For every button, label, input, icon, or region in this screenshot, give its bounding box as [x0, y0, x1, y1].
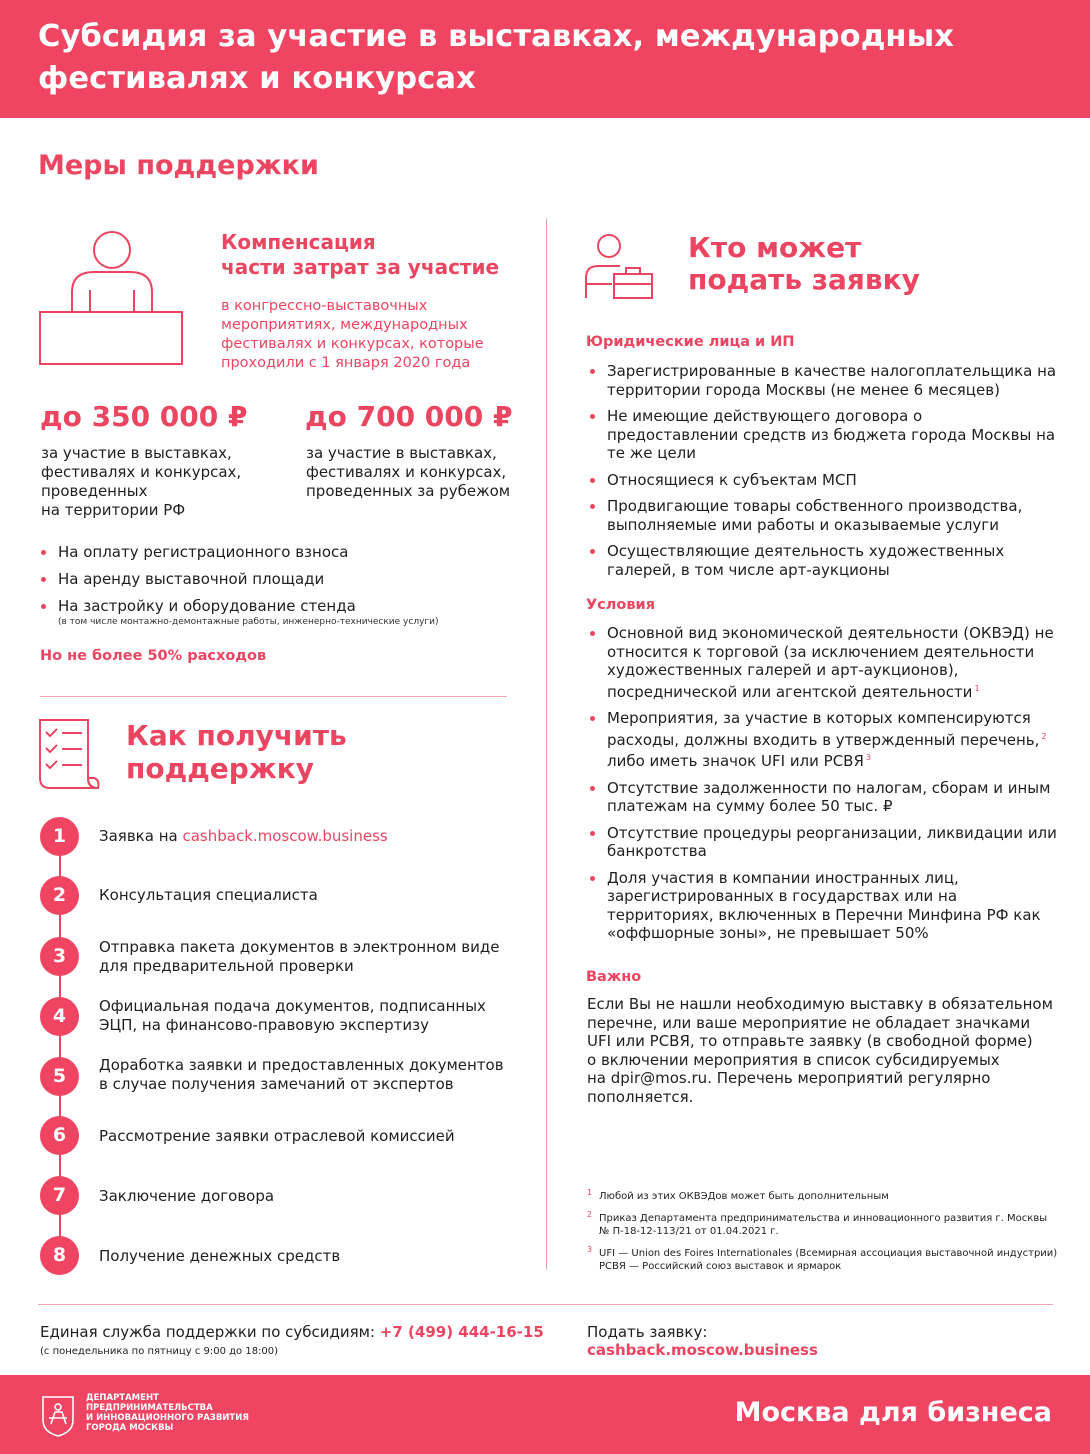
footnote-text: Любой из этих ОКВЭДов может быть дополнительным — [599, 1191, 889, 1202]
amount-abroad-desc: за участие в выставках, фестивалях и конкурсах, проведенных за рубежом — [306, 444, 511, 500]
list-item-text: На аренду выставочной площади — [58, 570, 325, 588]
list-item — [588, 709, 1068, 771]
step-text: Рассмотрение заявки отраслевой комиссией — [99, 1127, 455, 1145]
list-item-text: На оплату регистрационного взноса — [58, 543, 349, 561]
step-number: 1 — [40, 817, 79, 856]
step-text: Отправка пакета документов в электронном виде для предварительной проверки — [99, 938, 500, 975]
condition-text: либо иметь значок UFI или РСВЯ — [607, 752, 864, 770]
list-item: Доля участия в компании иностранных лиц, зарегистрированных в государствах или на территориях, включенных в Перечни Минфина РФ как «оффшорные зоны», не превышает 50% — [588, 869, 1068, 943]
list-item: Не имеющие действующего договора о предоставлении средств из бюджета города Москвы на те же цели — [588, 407, 1058, 463]
how-to-get-title: Как получить поддержку — [126, 719, 347, 785]
cashback-link[interactable]: cashback.moscow.business — [182, 827, 388, 845]
step-number: 6 — [40, 1116, 79, 1155]
list-item: Осуществляющие деятельность художественных галерей, в том числе арт-аукционы — [588, 542, 1058, 579]
step-number: 2 — [40, 876, 79, 915]
step-label: Заявка на — [99, 827, 183, 845]
support-label: Единая служба поддержки по субсидиям: — [40, 1323, 380, 1341]
divider — [40, 696, 507, 697]
support-line — [40, 1323, 544, 1341]
amount-abroad: до 700 000 ₽ — [305, 400, 513, 433]
support-phone[interactable]: +7 (499) 444-16-15 — [379, 1323, 544, 1341]
list-item — [39, 570, 519, 589]
amount-domestic: до 350 000 ₽ — [40, 400, 248, 433]
who-can-apply-title: Кто может подать заявку — [688, 231, 920, 296]
step-text: Получение денежных средств — [99, 1247, 341, 1265]
department-name: ДЕПАРТАМЕНТ ПРЕДПРИНИМАТЕЛЬСТВА И ИННОВАЦИОННОГО РАЗВИТИЯ ГОРОДА МОСКВЫ — [86, 1393, 249, 1433]
footnote — [587, 1247, 1057, 1273]
footnote-ref: 3 — [865, 753, 871, 762]
footnote — [587, 1212, 1047, 1238]
list-item: Продвигающие товары собственного производства, выполняемые ими работы и оказываемые услуги — [588, 497, 1058, 534]
list-item-text: На застройку и оборудование стенда — [58, 597, 356, 615]
apply-label: Подать заявку: — [587, 1323, 708, 1341]
footnote-number: 2 — [587, 1210, 593, 1219]
step-number: 3 — [40, 937, 79, 976]
person-briefcase-icon — [584, 232, 656, 306]
conditions-list — [588, 624, 1068, 951]
step-number: 7 — [40, 1176, 79, 1215]
important-title: Важно — [586, 969, 642, 985]
step-text — [99, 827, 388, 846]
footnote-number: 3 — [587, 1245, 593, 1254]
limit-note: Но не более 50% расходов — [40, 648, 267, 664]
support-hours: (с понедельника по пятницу с 9:00 до 18:00) — [40, 1346, 279, 1357]
divider — [38, 1304, 1053, 1305]
list-item — [588, 624, 1068, 701]
list-item — [39, 543, 519, 562]
cost-list — [39, 543, 519, 637]
list-item: Относящиеся к субъектам МСП — [588, 471, 1058, 490]
condition-text: Мероприятия, за участие в которых компенсируются расходы, должны входить в утвержденный перечень, — [607, 709, 1040, 749]
compensation-title: Компенсация части затрат за участие — [221, 230, 500, 279]
legal-entities-list — [588, 362, 1058, 587]
important-text: Если Вы не нашли необходимую выставку в обязательном перечне, или ваше мероприятие не обладает значками UFI или РСВЯ, то отправьте заявку (в свободной форме) о включении мероприятия в список субсидируемых на dpir@mos.ru. Перечень мероприятий регулярно пополняется. — [587, 995, 1053, 1106]
step-number: 4 — [40, 997, 79, 1036]
list-item: Отсутствие процедуры реорганизации, ликвидации или банкротства — [588, 824, 1068, 861]
cost-note: (в том числе монтажно-демонтажные работы, инженерно-технические услуги) — [58, 616, 439, 627]
header-banner — [0, 0, 1090, 118]
list-item — [39, 597, 519, 629]
list-item: Отсутствие задолженности по налогам, сборам и иным платежам на сумму более 50 тыс. ₽ — [588, 779, 1068, 816]
apply-link[interactable]: cashback.moscow.business — [587, 1341, 818, 1359]
column-divider — [546, 218, 547, 1270]
footnote-text: UFI — Union des Foires Internationales (Всемирная ассоциация выставочной индустрии) РСВЯ — Российский союз выставок и ярмарок — [599, 1248, 1058, 1272]
step-number: 8 — [40, 1236, 79, 1275]
footnote — [587, 1190, 889, 1203]
step-text: Консультация специалиста — [99, 886, 318, 904]
condition-text: Основной вид экономической деятельности (ОКВЭД) не относится к торговой (за исключением деятельности художественных галерей и арт-аукционов), посреднической или агентской деятельности — [607, 624, 1054, 701]
step-text: Официальная подача документов, подписанных ЭЦП, на финансово-правовую экспертизу — [99, 997, 486, 1034]
footer-banner — [0, 1375, 1090, 1454]
step-number: 5 — [40, 1057, 79, 1096]
footnote-text: Приказ Департамента предпринимательства и инновационного развития г. Москвы № П-18-12-113/21 от 01.04.2021 г. — [599, 1213, 1048, 1237]
moscow-coat-of-arms-icon — [40, 1394, 76, 1442]
legal-entities-title: Юридические лица и ИП — [586, 334, 795, 350]
footnote-number: 1 — [587, 1188, 593, 1197]
step-text: Заключение договора — [99, 1187, 275, 1205]
compensation-description: в конгрессно-выставочных мероприятиях, международных фестивалях и конкурсах, которые проходили с 1 января 2020 года — [221, 298, 484, 371]
footnote-ref: 2 — [1041, 731, 1047, 741]
conditions-title: Условия — [586, 597, 656, 613]
amount-domestic-desc: за участие в выставках, фестивалях и конкурсах, проведенных на территории РФ — [41, 444, 242, 519]
checklist-icon — [38, 718, 102, 794]
measures-title: Меры поддержки — [38, 150, 319, 181]
step-text: Доработка заявки и предоставленных документов в случае получения замечаний от экспертов — [99, 1056, 504, 1093]
footnote-ref: 1 — [974, 683, 980, 693]
page-title: Субсидия за участие в выставках, международных фестивалях и конкурсах — [38, 19, 955, 96]
brand-logo-text: Москва для бизнеса — [734, 1397, 1052, 1428]
list-item: Зарегистрированные в качестве налогоплательщика на территории города Москвы (не менее 6 месяцев) — [588, 362, 1058, 399]
desk-person-icon — [38, 228, 184, 372]
